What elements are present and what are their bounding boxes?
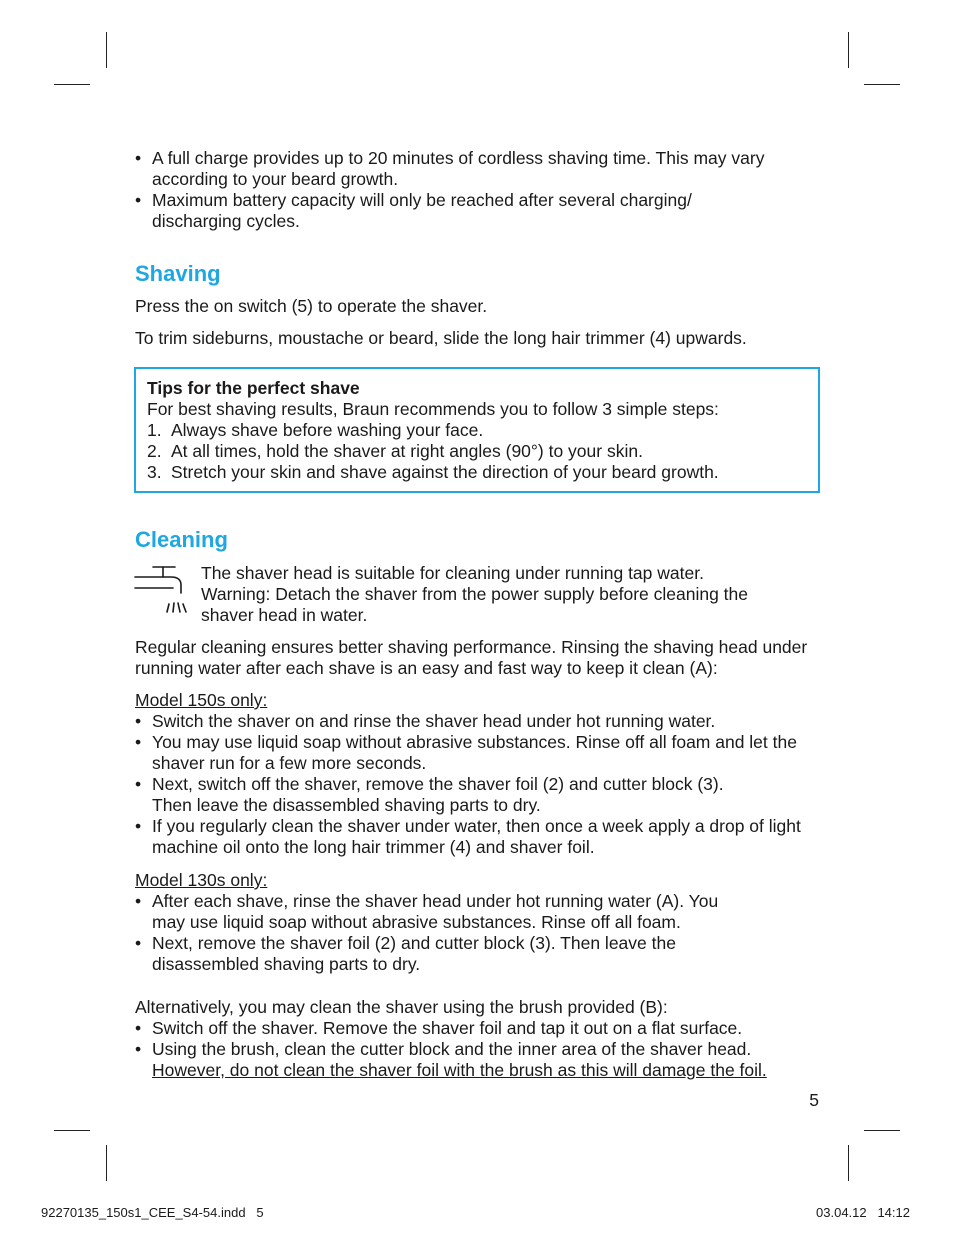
model-130s-label: Model 130s only:	[135, 870, 268, 890]
list-item: • After each shave, rinse the shaver head under hot running water (A). You may use liquid soap without abrasive substances. Rinse off all foam.	[135, 891, 825, 933]
section-heading-cleaning: Cleaning	[135, 527, 228, 552]
page-number: 5	[809, 1090, 819, 1110]
list-item-text: • Using the brush, clean the cutter block and the inner area of the shaver head.	[152, 1039, 752, 1059]
charging-notes	[135, 148, 825, 232]
tips-steps	[147, 420, 808, 483]
model-150s-list	[135, 711, 825, 858]
model-150s-label: Model 150s only:	[135, 690, 268, 710]
warning-text: shaver head in water.	[201, 605, 368, 625]
crop-mark	[106, 32, 107, 68]
list-item	[147, 420, 808, 441]
list-item: • If you regularly clean the shaver under water, then once a week apply a drop of light machine oil onto the long hair trimmer (4) and shaver foil.	[135, 816, 825, 858]
tips-box	[134, 367, 820, 493]
footer-date: 03.04.12 14:12	[816, 1205, 910, 1220]
footer-filename: 92270135_150s1_CEE_S4-54.indd 5	[41, 1205, 264, 1220]
step-number: 1.	[147, 420, 162, 440]
list-item: • A full charge provides up to 20 minutes of cordless shaving time. This may vary according to your beard growth.	[135, 148, 825, 190]
regular-cleaning-paragraph: Regular cleaning ensures better shaving performance. Rinsing the shaving head under running water after each shave is an easy and fast way to keep it clean (A):	[135, 637, 808, 678]
step-text: Always shave before washing your face.	[171, 420, 484, 440]
tips-title: Tips for the perfect shave	[147, 378, 360, 398]
list-item: • Maximum battery capacity will only be reached after several charging/ discharging cycles.	[135, 190, 825, 232]
step-text: At all times, hold the shaver at right angles (90°) to your skin.	[171, 441, 643, 461]
step-text: Stretch your skin and shave against the direction of your beard growth.	[171, 462, 719, 482]
list-item: • Next, switch off the shaver, remove the shaver foil (2) and cutter block (3). Then leave the disassembled shaving parts to dry.	[135, 774, 825, 816]
list-item	[147, 462, 808, 483]
list-item	[135, 1039, 825, 1081]
brush-cleaning-intro: Alternatively, you may clean the shaver using the brush provided (B):	[135, 997, 668, 1017]
tips-intro: For best shaving results, Braun recommends you to follow 3 simple steps:	[147, 399, 719, 419]
list-item: • You may use liquid soap without abrasive substances. Rinse off all foam and let the shaver run for a few more seconds.	[135, 732, 825, 774]
shaving-paragraph: To trim sideburns, moustache or beard, slide the long hair trimmer (4) upwards.	[135, 328, 747, 348]
foil-warning: However, do not clean the shaver foil with the brush as this will damage the foil.	[152, 1060, 767, 1080]
crop-mark	[864, 1130, 900, 1131]
tap-water-icon	[133, 563, 191, 615]
crop-mark	[54, 84, 90, 85]
model-130s-list	[135, 891, 825, 975]
list-item: • Switch the shaver on and rinse the shaver head under hot running water.	[135, 711, 825, 732]
shaving-paragraph: Press the on switch (5) to operate the shaver.	[135, 296, 488, 316]
section-heading-shaving: Shaving	[135, 261, 221, 286]
list-item: • Next, remove the shaver foil (2) and cutter block (3). Then leave the disassembled shaving parts to dry.	[135, 933, 825, 975]
crop-mark	[54, 1130, 90, 1131]
crop-mark	[864, 84, 900, 85]
brush-cleaning-list	[135, 1018, 825, 1081]
step-number: 3.	[147, 462, 162, 482]
crop-mark	[848, 1145, 849, 1181]
crop-mark	[848, 32, 849, 68]
list-item	[147, 441, 808, 462]
crop-mark	[106, 1145, 107, 1181]
tap-water-text: The shaver head is suitable for cleaning under running tap water.	[201, 563, 704, 583]
warning-text: Warning: Detach the shaver from the power supply before cleaning the	[201, 584, 749, 604]
step-number: 2.	[147, 441, 162, 461]
list-item: • Switch off the shaver. Remove the shaver foil and tap it out on a flat surface.	[135, 1018, 825, 1039]
